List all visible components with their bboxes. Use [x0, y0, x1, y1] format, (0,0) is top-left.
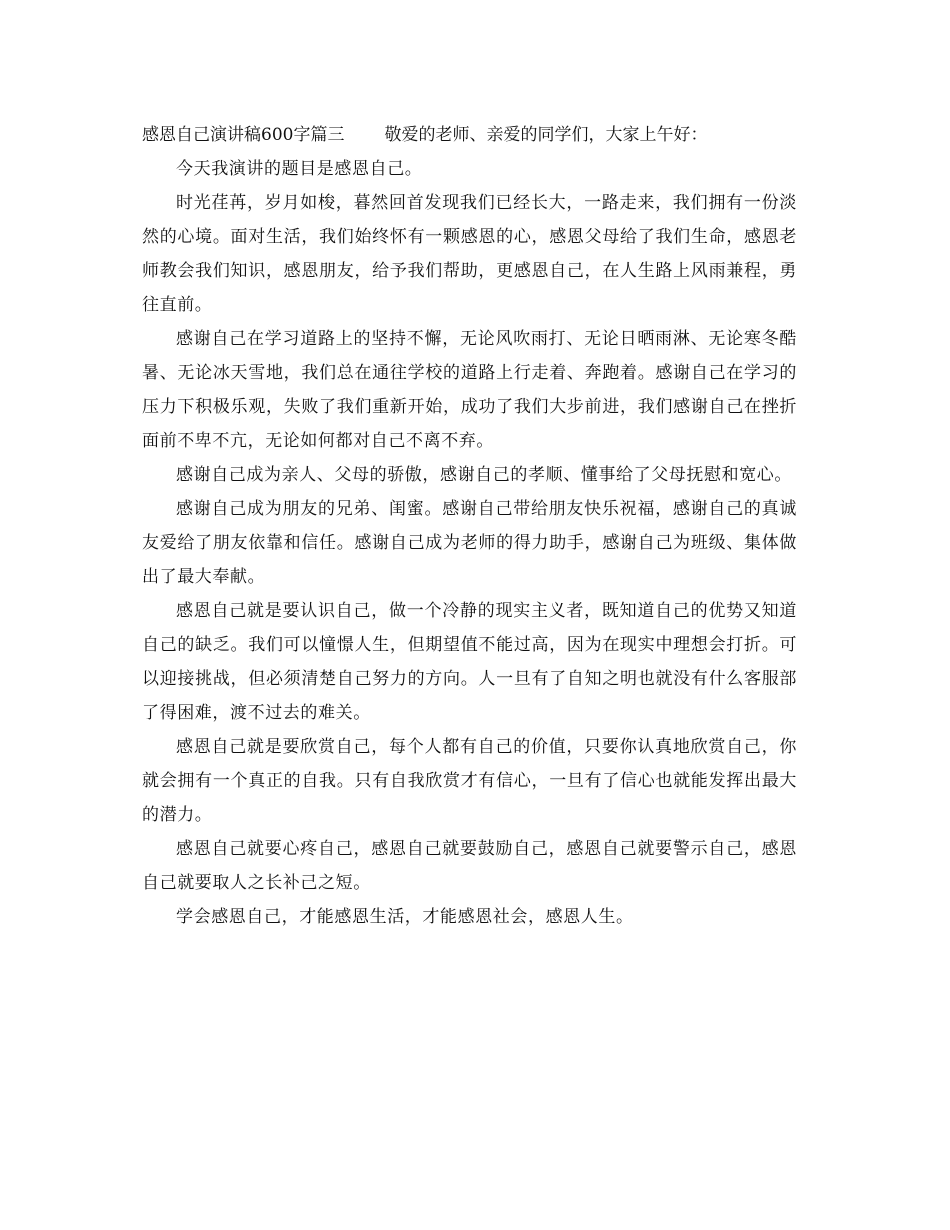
document-page [142, 118, 797, 934]
paragraph-5: 感谢自己成为朋友的兄弟、闺蜜。感谢自己带给朋友快乐祝福，感谢自己的真诚友爱给了朋友依靠和信任。感谢自己成为老师的得力助手，感谢自己为班级、集体做出了最大奉献。 [142, 499, 797, 587]
paragraph-7: 感恩自己就是要欣赏自己，每个人都有自己的价值，只要你认真地欣赏自己，你就会拥有一个真正的自我。只有自我欣赏才有信心，一旦有了信心也就能发挥出最大的潜力。 [142, 737, 797, 825]
paragraph-4: 感谢自己成为亲人、父母的骄傲，感谢自己的孝顺、懂事给了父母抚慰和宽心。 [176, 465, 792, 485]
paragraph-1: 今天我演讲的题目是感恩自己。 [176, 159, 423, 179]
paragraph-8: 感恩自己就要心疼自己，感恩自己就要鼓励自己，感恩自己就要警示自己，感恩自己就要取人之长补己之短。 [142, 839, 797, 893]
paragraph-2: 时光荏苒，岁月如梭，暮然回首发现我们已经长大，一路走来，我们拥有一份淡然的心境。面对生活，我们始终怀有一颗感恩的心，感恩父母给了我们生命，感恩老师教会我们知识，感恩朋友，给予我们帮助，更感恩自己，在人生路上风雨兼程，勇往直前。 [142, 193, 797, 315]
paragraph-6: 感恩自己就是要认识自己，做一个冷静的现实主义者，既知道自己的优势又知道自己的缺乏。我们可以憧憬人生，但期望值不能过高，因为在现实中理想会打折。可以迎接挑战，但必须清楚自己努力的方向。人一旦有了自知之明也就没有什么客服部了得困难，渡不过去的难关。 [142, 601, 797, 723]
heading-line [142, 118, 797, 152]
document-title: 感恩自己演讲稿600字篇三 [142, 125, 345, 145]
paragraph-3: 感谢自己在学习道路上的坚持不懈，无论风吹雨打、无论日晒雨淋、无论寒冬酷暑、无论冰天雪地，我们总在通往学校的道路上行走着、奔跑着。感谢自己在学习的压力下积极乐观，失败了我们重新开始，成功了我们大步前进，我们感谢自己在挫折面前不卑不亢，无论如何都对自己不离不弃。 [142, 329, 797, 451]
greeting: 敬爱的老师、亲爱的同学们，大家上午好： [384, 125, 708, 145]
paragraph-9: 学会感恩自己，才能感恩生活，才能感恩社会，感恩人生。 [176, 907, 634, 927]
